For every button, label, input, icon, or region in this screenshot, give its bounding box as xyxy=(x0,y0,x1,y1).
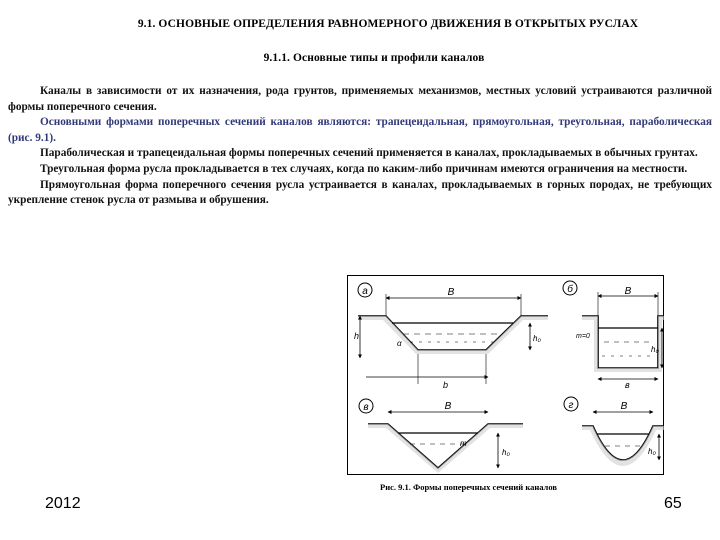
panel-a-ground-hatch xyxy=(358,316,548,354)
panel-b-tag: б xyxy=(567,284,573,295)
panel-b-ground-hatch xyxy=(582,316,664,372)
paragraph: Параболическая и трапецеидальная формы поперечных сечений применяется в каналах, прокладываемых в обычных грунтах. xyxy=(40,147,698,160)
panel-d-ground-hatch xyxy=(582,426,664,466)
subsection-title: 9.1.1. Основные типы и профили каналов xyxy=(263,52,485,64)
panel-c-tag: в xyxy=(363,402,369,413)
paragraph: Основными формами поперечных сечений каналов являются: трапецеидальная, прямоугольная, треугольная, параболическая (рис. 9.1). xyxy=(8,116,712,144)
panel-b-label-b: в xyxy=(625,380,630,390)
panel-d-label-B: B xyxy=(620,401,628,412)
figure-caption: Рис. 9.1. Формы поперечных сечений каналов xyxy=(380,482,557,492)
panel-a-tag: а xyxy=(362,286,368,297)
footer-year: 2012 xyxy=(45,495,81,512)
panel-a-label-b: b xyxy=(443,380,449,390)
panel-a-label-B: B xyxy=(447,287,455,298)
panel-c-ground-hatch xyxy=(368,424,523,473)
panel-b-label-h0: h₀ xyxy=(651,345,659,354)
panel-c-triangular xyxy=(359,399,523,473)
paragraph: Треугольная форма русла прокладывается в тех случаях, когда по каким-либо причинам имеются ограничения на местности. xyxy=(40,162,688,175)
panel-a-trapezoidal xyxy=(354,283,548,390)
panel-c-label-h0: h₀ xyxy=(502,448,510,457)
channel-cross-sections-figure xyxy=(347,275,664,475)
page-number: 65 xyxy=(664,495,682,512)
panel-b-label-B: B xyxy=(624,286,632,297)
body-text xyxy=(8,84,712,209)
panel-d-parabolic xyxy=(564,397,664,466)
cross-sections-drawing xyxy=(348,276,665,476)
panel-a-label-h: h xyxy=(354,331,360,341)
panel-c-label-B: B xyxy=(444,401,452,412)
panel-a-label-h0: h₀ xyxy=(533,334,541,343)
panel-b-label-m: m=0 xyxy=(576,333,590,340)
panel-d-tag: г xyxy=(568,400,574,411)
paragraph: Каналы в зависимости от их назначения, рода грунтов, применяемых механизмов, местных условий устраиваются различной формы поперечного сечения. xyxy=(8,85,712,113)
panel-d-label-h0: h₀ xyxy=(648,447,656,456)
panel-c-label-m: m xyxy=(460,439,467,448)
panel-a-label-angle: α xyxy=(397,339,402,348)
panel-b-rectangular xyxy=(563,281,664,390)
section-title: 9.1. ОСНОВНЫЕ ОПРЕДЕЛЕНИЯ РАВНОМЕРНОГО ДВИЖЕНИЯ В ОТКРЫТЫХ РУСЛАХ xyxy=(137,18,639,30)
paragraph: Прямоугольная форма поперечного сечения русла устраивается в каналах, прокладываемых в горных породах, не требующих укрепление стенок русла от размыва и обрушения. xyxy=(8,178,712,207)
